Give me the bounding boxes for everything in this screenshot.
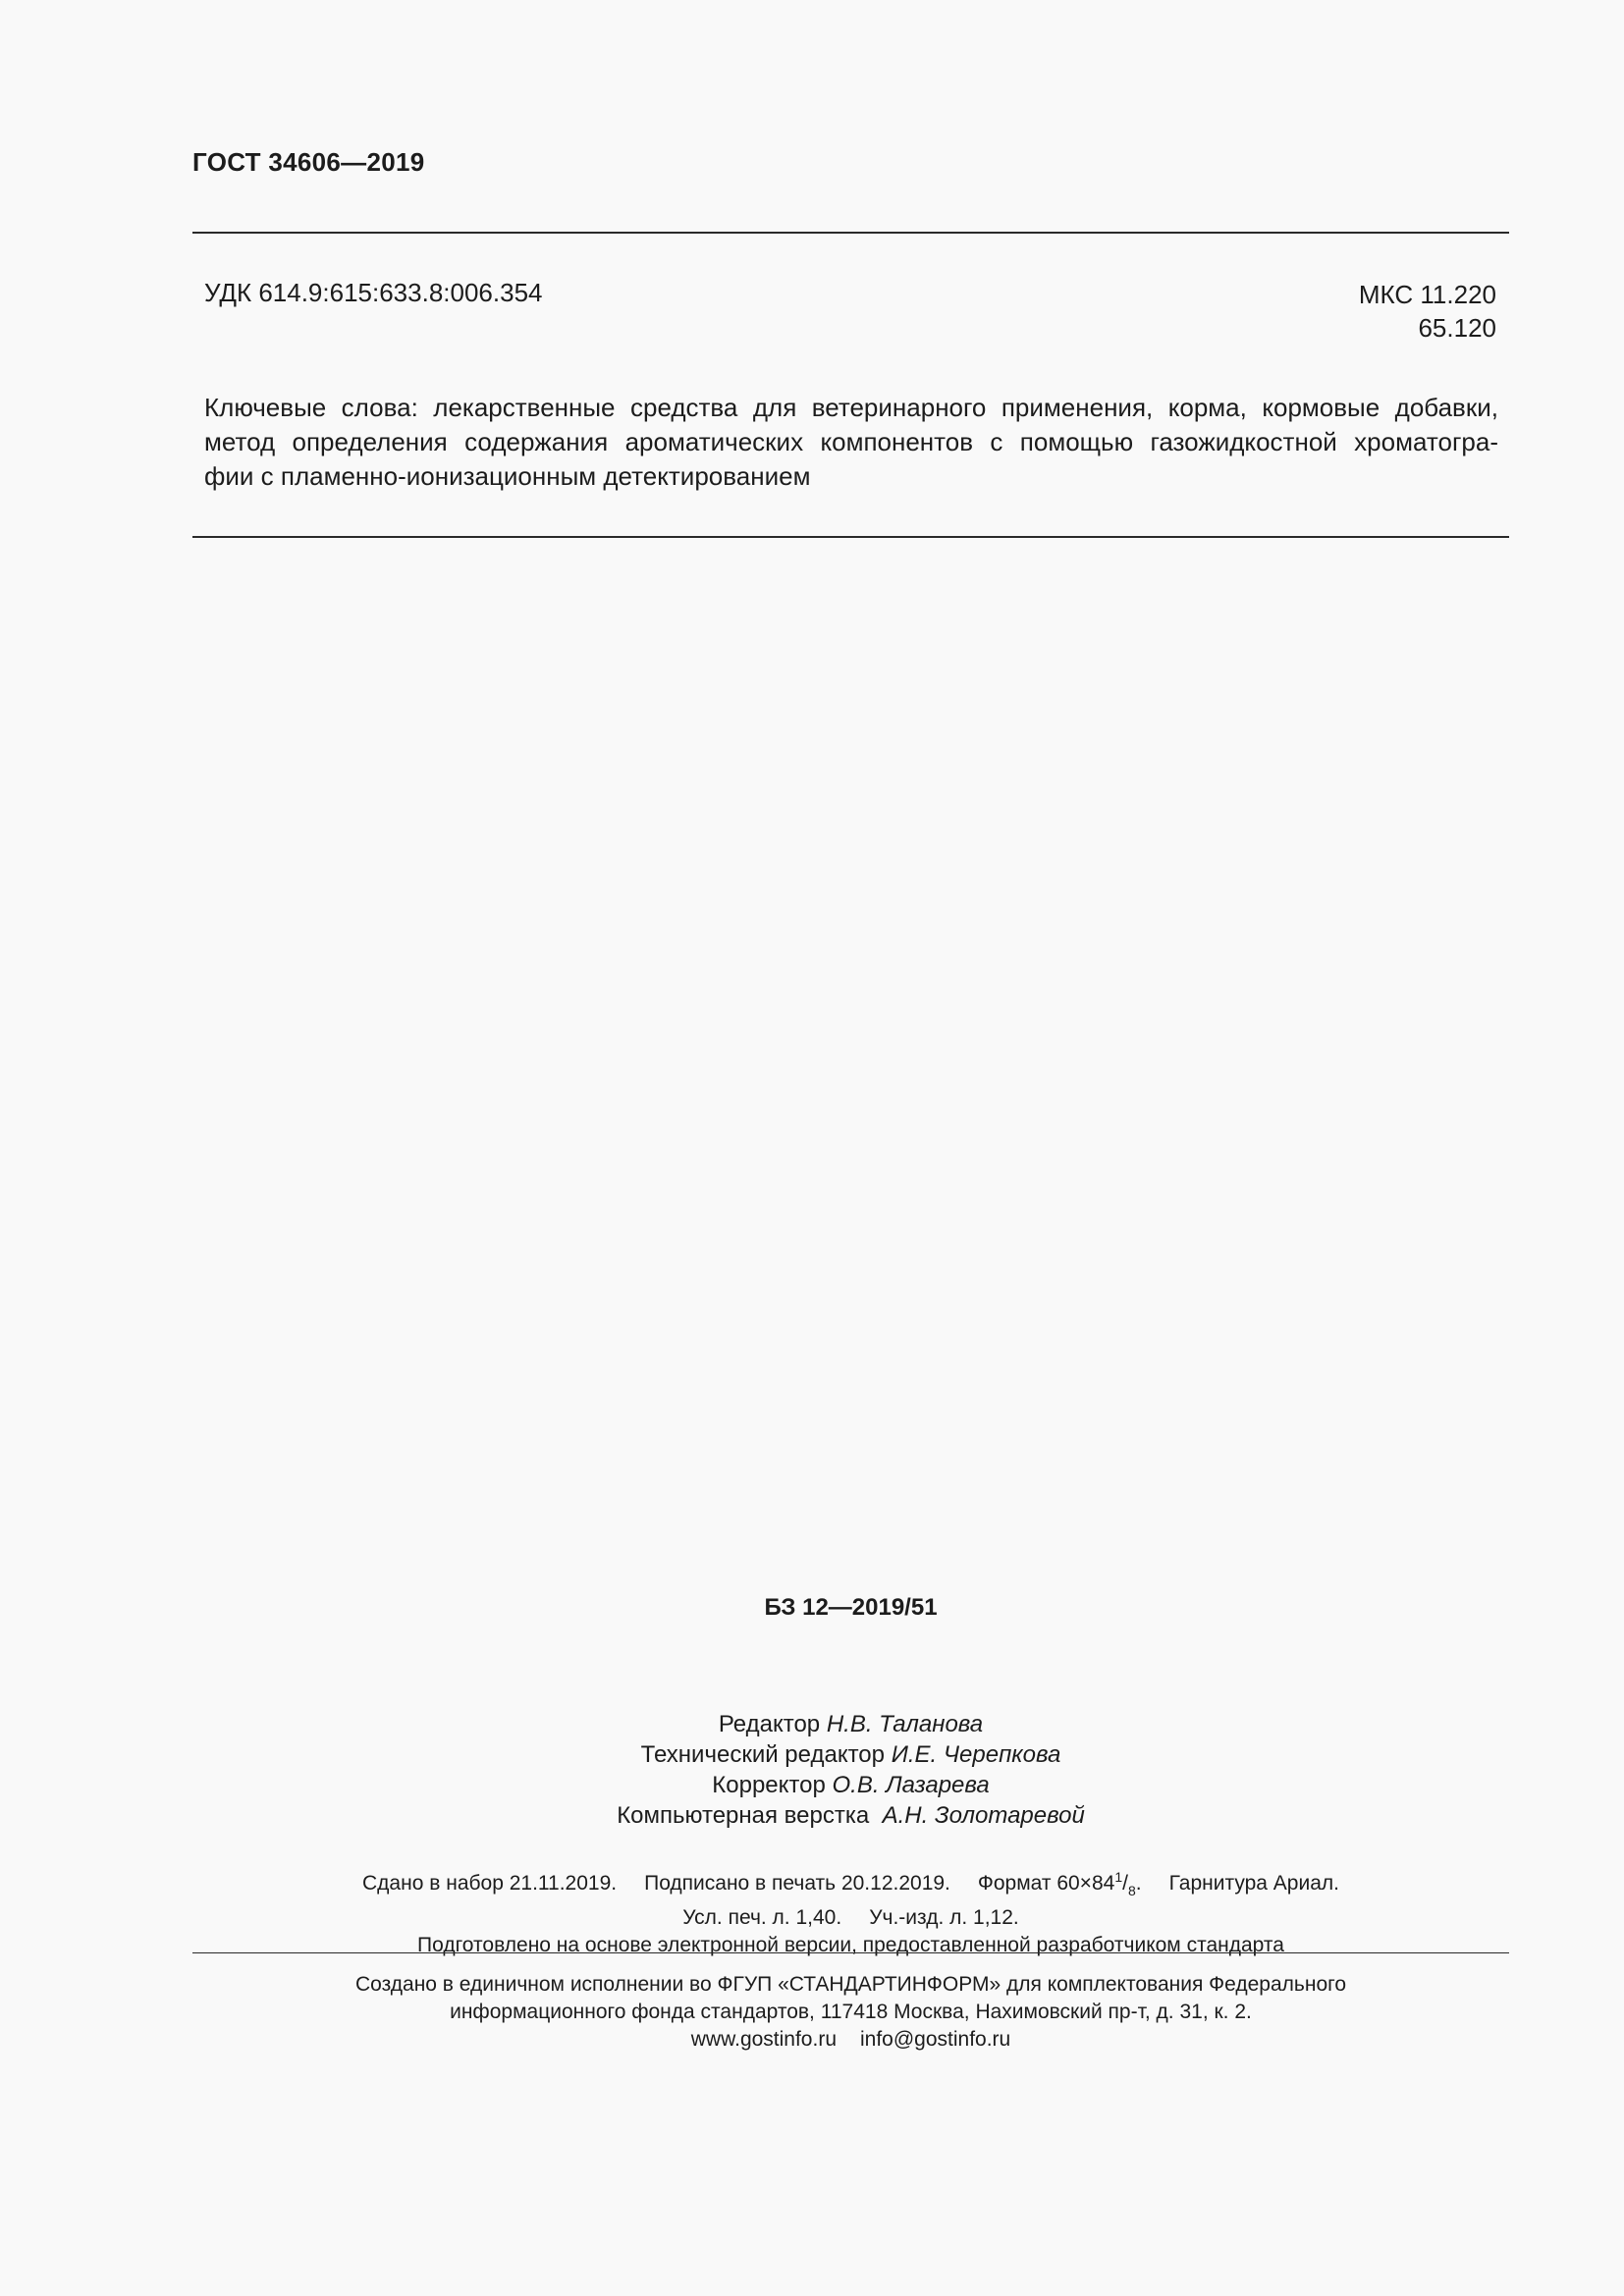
publisher-line-2: информационного фонда стандартов, 117418 Москва, Нахимовский пр-т, д. 31, к. 2.: [450, 2001, 1252, 2023]
editor-name: Н.В. Таланова: [826, 1711, 984, 1737]
top-divider: [192, 232, 1509, 234]
tech-editor-line: [192, 1739, 1509, 1770]
staff-credits: [192, 1709, 1509, 1831]
layout-role: Компьютерная верстка: [617, 1802, 870, 1829]
format-suffix: .: [1135, 1872, 1142, 1895]
publisher-block: [192, 1971, 1509, 2054]
imprint-line-1: [192, 1863, 1509, 1904]
corrector-role: Корректор: [712, 1772, 826, 1798]
publisher-contacts: [192, 2026, 1509, 2054]
format-prefix: Формат 60×84: [977, 1872, 1115, 1895]
submitted-date: Сдано в набор 21.11.2019.: [362, 1872, 618, 1895]
bz-code: БЗ 12—2019/51: [764, 1594, 938, 1621]
publisher-line-1: Создано в единичном исполнении во ФГУП «СТАНДАРТИНФОРМ» для комплектования Федерального: [354, 1973, 1346, 1996]
document-code: ГОСТ 34606—2019: [192, 147, 425, 177]
format-denominator: 8: [1127, 1883, 1136, 1898]
website-link[interactable]: www.gostinfo.ru: [690, 2028, 837, 2051]
middle-divider: [192, 536, 1509, 538]
mks-code-1: МКС 11.220: [1358, 280, 1496, 309]
print-sheets: Усл. печ. л. 1,40.: [682, 1906, 842, 1929]
keywords-paragraph: [204, 391, 1498, 494]
format-numerator: 1: [1114, 1869, 1123, 1885]
tech-editor-name: И.Е. Черепкова: [891, 1741, 1061, 1768]
editor-role: Редактор: [718, 1711, 821, 1737]
corrector-name: О.В. Лазарева: [832, 1772, 990, 1798]
signed-date: Подписано в печать 20.12.2019.: [644, 1872, 950, 1895]
keywords-line-2: метод определения содержания ароматических компонентов с помощью газожидкостной хроматогра-: [204, 427, 1498, 456]
imprint-divider: [192, 1952, 1509, 1953]
imprint-line-2: [192, 1904, 1509, 1932]
imprint-block: [192, 1863, 1509, 1959]
publishing-sheets: Уч.-изд. л. 1,12.: [869, 1906, 1019, 1929]
layout-name: А.Н. Золотаревой: [882, 1802, 1085, 1829]
layout-line: [192, 1800, 1509, 1831]
prepared-note: Подготовлено на основе электронной версии, предоставленной разработчиком стандарта: [417, 1934, 1284, 1956]
editor-line: [192, 1709, 1509, 1739]
email-link[interactable]: info@gostinfo.ru: [860, 2028, 1011, 2051]
tech-editor-role: Технический редактор: [640, 1741, 886, 1768]
udk-code: УДК 614.9:615:633.8:006.354: [204, 278, 543, 307]
corrector-line: [192, 1770, 1509, 1800]
mks-code-2: 65.120: [1418, 313, 1496, 343]
paper-format: Формат $60\times 84^1/_8$.: [977, 1869, 1142, 1898]
mks-codes: [1359, 278, 1496, 345]
keywords-line-1: Ключевые слова: лекарственные средства для ветеринарного применения, корма, кормовые добавки,: [204, 393, 1498, 422]
typeface: Гарнитура Ариал.: [1168, 1872, 1339, 1895]
keywords-line-3: фии с пламенно-ионизационным детектированием: [204, 461, 811, 491]
